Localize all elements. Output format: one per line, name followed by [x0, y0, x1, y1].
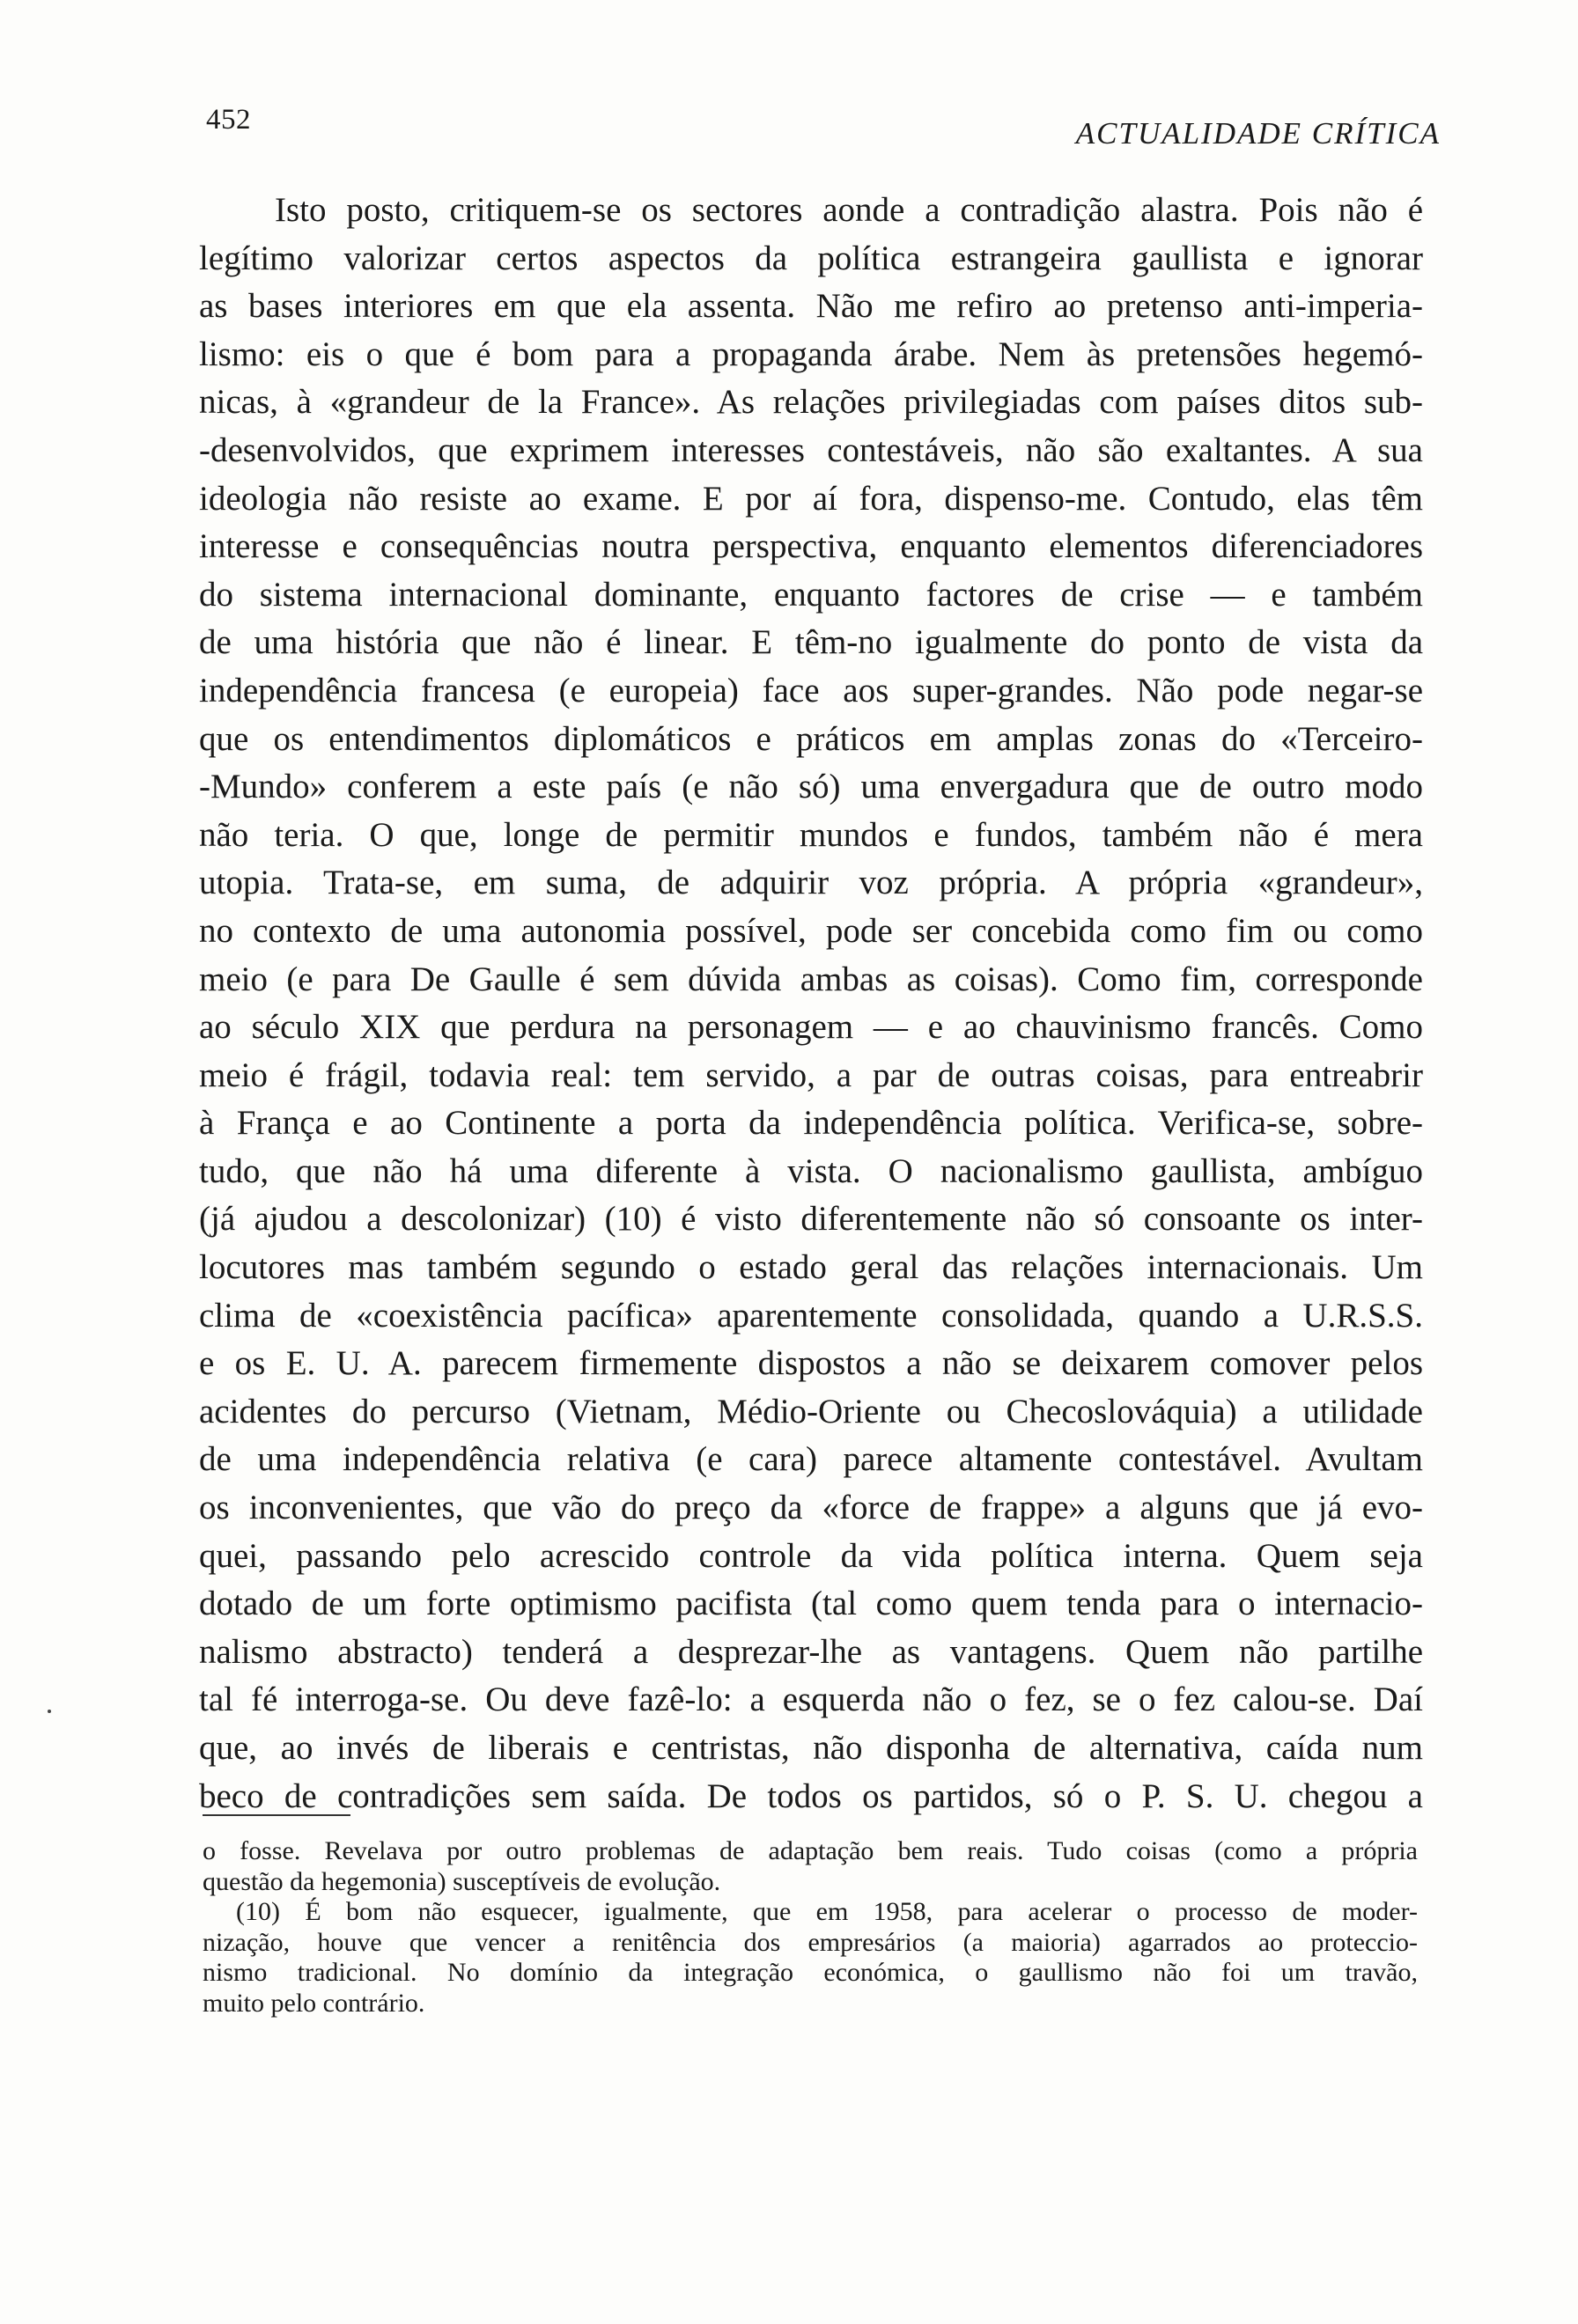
footnote-line: nismo tradicional. No domínio da integração económica, o gaullismo não foi um travão, — [203, 1958, 1418, 1987]
body-line: quei, passando pelo acrescido controle da vida política interna. Quem seja — [199, 1536, 1423, 1575]
body-line: -desenvolvidos, que exprimem interesses contestáveis, não são exaltantes. A sua — [199, 430, 1423, 469]
body-line: tal fé interroga-se. Ou deve fazê-lo: a esquerda não o fez, se o fez calou-se. Daí — [199, 1680, 1423, 1719]
footnote-rule — [203, 1814, 350, 1816]
scan-speck — [48, 1710, 51, 1713]
body-line: (já ajudou a descolonizar) (10) é visto diferentemente não só consoante os inter- — [199, 1200, 1423, 1239]
body-line: que os entendimentos diplomáticos e práticos em amplas zonas do «Terceiro- — [199, 719, 1423, 758]
running-head: ACTUALIDADE CRÍTICA — [1075, 116, 1441, 151]
body-line: beco de contradições sem saída. De todos os partidos, só o P. S. U. chegou a — [199, 1776, 1423, 1815]
page-header — [206, 104, 1441, 157]
body-line: e os E. U. A. parecem firmemente dispostos a não se deixarem comover pelos — [199, 1344, 1423, 1383]
body-line: à França e ao Continente a porta da independência política. Verifica-se, sobre- — [199, 1104, 1423, 1143]
body-line: ao século XIX que perdura na personagem — e ao chauvinismo francês. Como — [199, 1008, 1423, 1047]
footnote-line: questão da hegemonia) susceptíveis de evolução. — [203, 1866, 721, 1896]
page-number: 452 — [206, 104, 251, 136]
body-line: acidentes do percurso (Vietnam, Médio-Oriente ou Checoslováquia) a utilidade — [199, 1392, 1423, 1430]
body-line: no contexto de uma autonomia possível, pode ser concebida como fim ou como — [199, 911, 1423, 950]
body-line: ideologia não resiste ao exame. E por aí fora, dispenso-me. Contudo, elas têm — [199, 479, 1423, 518]
body-line: lismo: eis o que é bom para a propaganda árabe. Nem às pretensões hegemó- — [199, 335, 1423, 373]
footnote-line: o fosse. Revelava por outro problemas de adaptação bem reais. Tudo coisas (como a própria — [203, 1836, 1418, 1865]
body-line: legítimo valorizar certos aspectos da política estrangeira gaullista e ignorar — [199, 239, 1423, 277]
body-line: tudo, que não há uma diferente à vista. O nacionalismo gaullista, ambíguo — [199, 1151, 1423, 1190]
body-line: Isto posto, critiquem-se os sectores aonde a contradição alastra. Pois não é — [275, 191, 1423, 229]
body-line: as bases interiores em que ela assenta. Não me refiro ao pretenso anti-imperia- — [199, 287, 1423, 326]
footnote-line: muito pelo contrário. — [203, 1988, 425, 2018]
body-line: que, ao invés de liberais e centristas, não disponha de alternativa, caída num — [199, 1729, 1423, 1767]
body-line: do sistema internacional dominante, enquanto factores de crise — e também — [199, 575, 1423, 614]
body-line: clima de «coexistência pacífica» aparentemente consolidada, quando a U.R.S.S. — [199, 1296, 1423, 1335]
body-line: utopia. Trata-se, em suma, de adquirir voz própria. A própria «grandeur», — [199, 864, 1423, 902]
footnote-line: (10) É bom não esquecer, igualmente, que em 1958, para acelerar o processo de moder- — [236, 1897, 1418, 1926]
footnotes — [203, 1836, 1418, 2019]
body-line: interesse e consequências noutra perspectiva, enquanto elementos diferenciadores — [199, 527, 1423, 566]
body-line: meio é frágil, todavia real: tem servido, a par de outras coisas, para entreabrir — [199, 1055, 1423, 1094]
body-line: dotado de um forte optimismo pacifista (tal como quem tenda para o internacio- — [199, 1585, 1423, 1623]
body-line: locutores mas também segundo o estado geral das relações internacionais. Um — [199, 1248, 1423, 1287]
body-line: nalismo abstracto) tenderá a desprezar-lhe as vantagens. Quem não partilhe — [199, 1632, 1423, 1671]
body-text — [199, 187, 1423, 1820]
body-line: nicas, à «grandeur de la France». As relações privilegiadas com países ditos sub- — [199, 383, 1423, 422]
body-line: meio (e para De Gaulle é sem dúvida ambas as coisas). Como fim, corresponde — [199, 960, 1423, 998]
body-line: os inconvenientes, que vão do preço da «force de frappe» a alguns que já evo- — [199, 1489, 1423, 1527]
body-line: não teria. O que, longe de permitir mundos e fundos, também não é mera — [199, 815, 1423, 854]
footnote-line: nização, houve que vencer a renitência dos empresários (a maioria) agarrados ao proteccio- — [203, 1927, 1418, 1957]
body-line: de uma história que não é linear. E têm-no igualmente do ponto de vista da — [199, 623, 1423, 662]
body-line: -Mundo» conferem a este país (e não só) uma envergadura que de outro modo — [199, 768, 1423, 806]
body-line: de uma independência relativa (e cara) parece altamente contestável. Avultam — [199, 1440, 1423, 1479]
body-line: independência francesa (e europeia) face aos super-grandes. Não pode negar-se — [199, 671, 1423, 710]
